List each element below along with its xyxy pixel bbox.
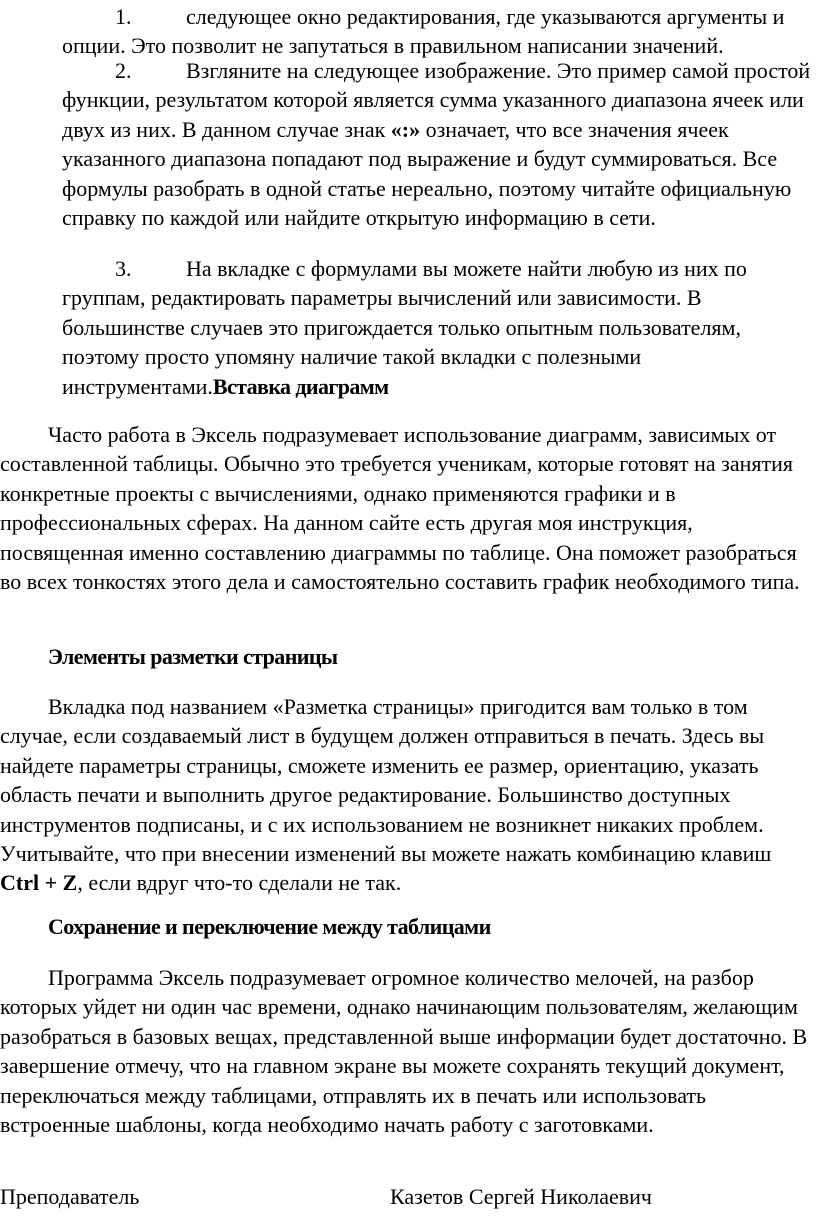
signature-name: Казетов Сергей Николаевич xyxy=(390,1184,652,1209)
paragraph-text: , если вдруг что-то сделали не так. xyxy=(77,870,402,896)
list-item-text: следующее окно редактирования, где указываются аргументы и опции. Это позволит не запутаться в правильном написании значений. xyxy=(62,4,785,59)
signature-role: Преподаватель xyxy=(0,1184,140,1209)
list-item-text xyxy=(62,56,816,232)
list-item-text-part: означает, что все значения ячеек указанного диапазона попадают под выражение и будут суммироваться. Все формулы разобрать в одной статье нереально, поэтому читайте официальную справку по каждой или найдите открытую информацию в сети. xyxy=(62,116,792,231)
shortcut-keys: Ctrl + Z xyxy=(0,870,78,896)
list-item-text-part: На вкладке с формулами вы можете найти любую из них по группам, редактировать параметры вычислений или зависимости. В большинстве случаев это пригождается только опытным пользователям, поэтому просто упомяну наличие такой вкладки с полезными инструментами. xyxy=(62,256,747,399)
list-item-text xyxy=(62,254,816,401)
section-heading-charts: Вставка диаграмм xyxy=(212,373,389,399)
paragraph-layout xyxy=(0,692,812,898)
section-heading-layout: Элементы разметки страницы xyxy=(48,644,338,669)
list-item-1 xyxy=(62,2,816,61)
list-number: 2. xyxy=(115,58,132,83)
colon-symbol: «:» xyxy=(390,116,421,142)
list-number: 1. xyxy=(115,4,132,29)
paragraph-text: Вкладка под названием «Разметка страницы» пригодится вам только в том случае, если создаваемый лист в будущем должен отправиться в печать. Здесь вы найдете параметры страницы, сможете изменить ее размер, ориентацию, указать область печати и выполнить другое редактирование. Большинство доступных инструментов подписаны, и с их использованием не возникнет никаких проблем. Учитывайте, что при внесении изменений вы можете нажать комбинацию клавиш xyxy=(0,694,772,867)
list-item-3 xyxy=(62,254,816,401)
signature-line xyxy=(0,1182,816,1212)
paragraph-save: Программа Эксель подразумевает огромное количество мелочей, на разбор которых уйдет ни один час времени, однако начинающим пользователям, желающим разобраться в базовых вещах, представленной выше информации будет достаточно. В завершение отмечу, что на главном экране вы можете сохранять текущий документ, переключаться между таблицами, отправлять их в печать или использовать встроенные шаблоны, когда необходимо начать работу с заготовками. xyxy=(0,965,808,1138)
section-heading-save: Сохранение и переключение между таблицами xyxy=(48,914,491,939)
list-item-text-part: Взгляните на следующее изображение. Это пример самой простой функции, результатом которой является сумма указанного диапазона ячеек или двух из них. В данном случае знак xyxy=(62,58,811,142)
list-item-2 xyxy=(62,56,816,232)
list-number: 3. xyxy=(115,256,132,281)
paragraph-charts: Часто работа в Эксель подразумевает использование диаграмм, зависимых от составленной таблицы. Обычно это требуется ученикам, которые готовят на занятия конкретные проекты с вычислениями, однако применяются графики и в профессиональных сферах. На данном сайте есть другая моя инструкция, посвященная именно составлению диаграммы по таблице. Она поможет разобраться во всех тонкостях этого дела и самостоятельно составить график необходимого типа. xyxy=(0,422,800,595)
